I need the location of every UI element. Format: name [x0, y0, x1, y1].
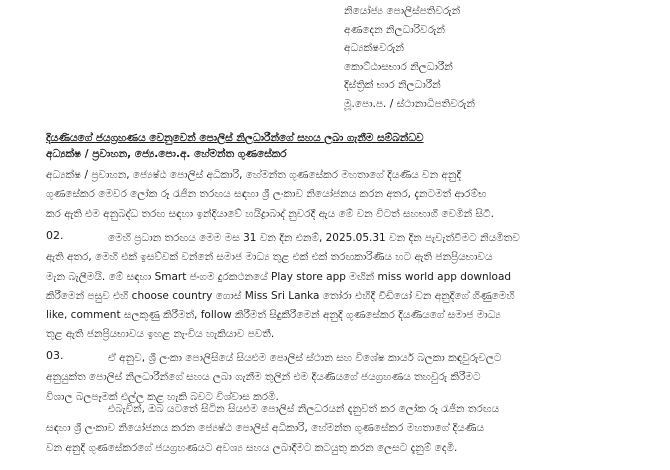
- subject-subtitle: අධ්‍යක්ෂ / ප්‍රවාහන, ජ්‍යෙ.පො.අ. හේමන්ත ගුණසේකර: [46, 148, 287, 160]
- paragraph-line: like, comment සලකුණු කිරීමත්, follow කිරීමත් සිදුකිරීමෙන් අනුදි ගුණසේකර දියණියගේ සමාජ මාධ්‍ය: [46, 309, 501, 322]
- addressee-line: නියෝජ්‍ය පොලිස්පතිවරුන්: [344, 5, 461, 17]
- paragraph-4: [46, 400, 634, 458]
- paragraph-line: කර ඇති එම අනුබද්ධ තරඟ සඳහා ඉන්දියාවේ හයිද්‍රාබාද් නුවරදී ඇය මේ වන විටත් සහභාගී වෙමින් සිටී.: [46, 207, 494, 220]
- addressee-line: අධ්‍යක්ෂවරුන්: [344, 42, 404, 55]
- paragraph-2: [46, 229, 634, 345]
- paragraph-line: ගුණසේකර මෙවර ලෝක රූ රැජින තරඟය සඳහා ශ්‍රී ලංකාව නියෝජනය කරන අතර, දැනටමත් ආරම්භ: [46, 188, 487, 201]
- addressee-line: දිස්ත්‍රික් භාර නිලධාරීන්: [344, 79, 441, 92]
- paragraph-line: තුළ ඇති ජනප්‍රියභාවය ඉහළ නැංවිය හැකියාව පවතී.: [46, 328, 275, 341]
- subject-block: [46, 130, 424, 162]
- paragraph-1: [46, 166, 634, 224]
- paragraph-line: ඒ අනුව, ශ්‍රී ලංකා පොලිසියේ සියළුම පොලිස් ස්ථාන සහ විශේෂ කාර්ය බලකා කඳවුරුවලට: [108, 352, 502, 364]
- paragraph-line: ඇති අතර, මෙහි එක් ඉසව්වක් වන්නේ සමාජ මාධ්‍ය තුළ එක් එක් තරඟකාරිණිය හට ඇති ජනප්‍රියභාවය: [46, 251, 493, 264]
- paragraph-line: සඳහා ශ්‍රී ලංකාව නියෝජනය කරන ජ්‍යෙෂ්ඨ පොලිස් අධිකාරි, හේමන්ත ගුණසේකර මහතාගේ දියණිය: [46, 422, 485, 435]
- paragraph-3: [46, 349, 634, 407]
- paragraph-line: කිරීමෙන් පසුව එහි choose country ගොස් Miss Sri Lanka තෝරා එහිදී වීඩියෝ වන අනුදිගේ ගිණුමෙහි: [46, 289, 515, 302]
- addressee-line: මූ.පො.ප. / ස්ථානාධිපතිවරුන්: [344, 97, 475, 110]
- addressee-line: අණදෙන නිලධාරිවරුන්: [344, 23, 445, 36]
- addressee-line: කොට්ඨාසභාර නිලධාරීන්: [344, 60, 453, 73]
- paragraph-line: වන අනුදි ගුණසේකරගේ ජයග්‍රහණයට අවශ්‍ය සහය ලබාදීමට කටයුතු කරන ලෙසට දැනුම් දෙමි.: [46, 441, 458, 454]
- paragraph-line: මැන බැලීමයි. මේ සඳහා Smart ජංගම දුරකථනයේ Play store app මඟින් miss world app download: [46, 270, 512, 283]
- paragraph-line: අනුයුක්ත පොලිස් නිලධාරීන්ගේ සහය ලබා ගැනීම තුලින් එම දියණියගේ ජයග්‍රහණය තහවුරු කිරීමට: [46, 371, 481, 384]
- paragraph-number: 03.: [46, 349, 64, 362]
- addressee-list: [344, 2, 475, 114]
- paragraph-line: අධ්‍යක්ෂ / ප්‍රවාහන, ජ්‍යෙෂ්ඨ පොලිස් අධිකාරි, හේමන්ත ගුණසේකර මහතාගේ දියණිය වන අනුදි: [46, 169, 462, 181]
- paragraph-number: 02.: [46, 229, 64, 242]
- subject-title: දියණියගේ ජයග්‍රහණය වෙනුවෙන් පොලිස් නිලධාරීන්ගේ සහය ලබා ගැනීම සම්බන්ධව: [46, 132, 424, 144]
- paragraph-line: විශාල බලපෑමක් එල්ල කළ හැකි බවට විශ්වාස කරමි.: [46, 390, 279, 403]
- paragraph-line: මෙහි ප්‍රධාන තරඟය මෙම මස 31 වන දින එනම්, 2025.05.31 වන දින පැවැත්වීමට නියමිතව: [108, 232, 520, 244]
- paragraph-line: එබැවින්, ඔබ යටතේ සිටින සියළුම පොලිස් නිලධරයන් දැනුවත් කර ලෝක රූ රැජින තරඟය: [108, 403, 500, 415]
